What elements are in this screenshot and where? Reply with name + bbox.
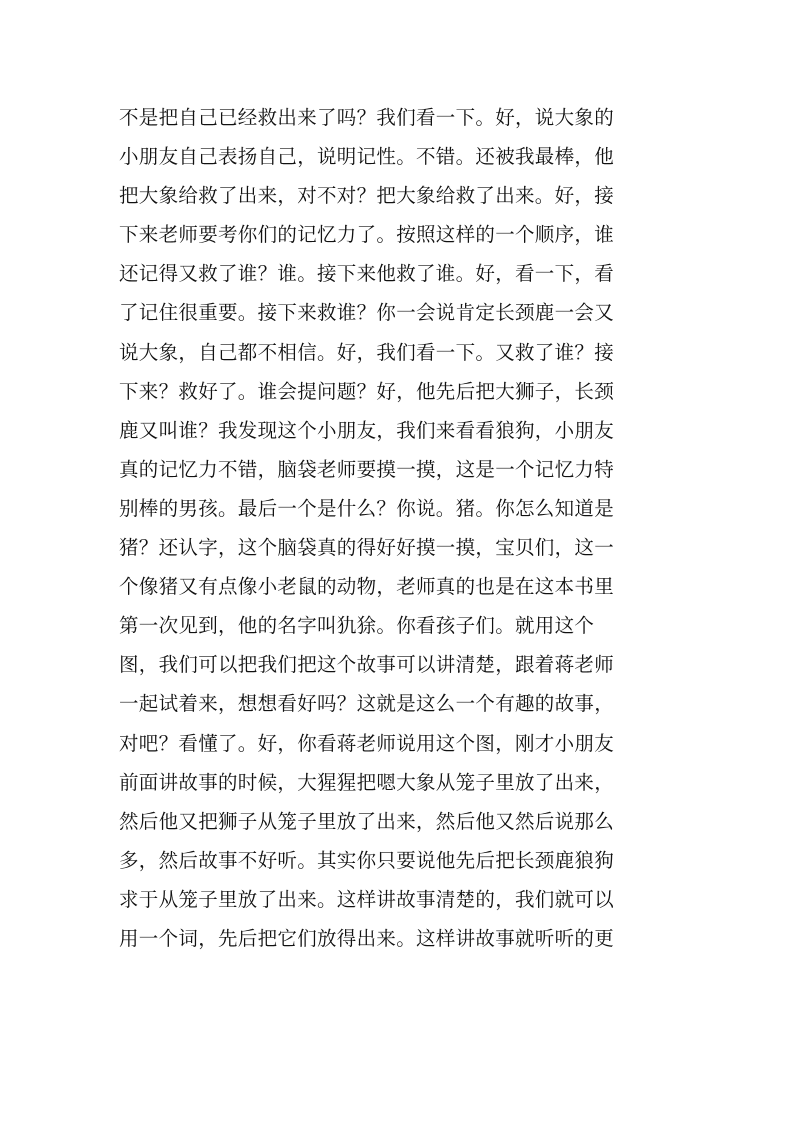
text-line: 小朋友自己表扬自己，说明记性。不错。还被我最棒，他: [119, 145, 615, 169]
text-line: 不是把自己已经救出来了吗？我们看一下。好，说大象的: [119, 106, 615, 129]
text-line: 第一次见到，他的名字叫犰狳。你看孩子们。就用这个: [119, 614, 595, 638]
text-line: 用一个词，先后把它们放得出来。这样讲故事就听听的更: [119, 926, 615, 950]
text-line: 个像猪又有点像小老鼠的动物，老师真的也是在这本书里: [119, 575, 615, 599]
text-line: 猪？还认字，这个脑袋真的得好好摸一摸，宝贝们，这一: [119, 536, 615, 560]
text-line: 真的记忆力不错，脑袋老师要摸一摸，这是一个记忆力特: [119, 457, 615, 481]
text-line: 一起试着来，想想看好吗？这就是这么一个有趣的故事，: [119, 692, 615, 716]
text-line: 说大象，自己都不相信。好，我们看一下。又救了谁？接: [119, 340, 615, 364]
text-line: 多，然后故事不好听。其实你只要说他先后把长颈鹿狼狗: [119, 848, 615, 872]
text-line: 还记得又救了谁？谁。接下来他救了谁。好，看一下，看: [119, 262, 615, 286]
body-text: [119, 98, 679, 958]
text-line: 下来？救好了。谁会提问题？好，他先后把大狮子，长颈: [119, 379, 615, 403]
text-line: 然后他又把狮子从笼子里放了出来，然后他又然后说那么: [119, 809, 615, 833]
text-line: 鹿又叫谁？我发现这个小朋友，我们来看看狼狗，小朋友: [119, 418, 615, 442]
text-line: 前面讲故事的时候，大猩猩把嗯大象从笼子里放了出来，: [119, 770, 615, 794]
text-line: 求于从笼子里放了出来。这样讲故事清楚的，我们就可以: [119, 887, 615, 911]
text-line: 把大象给救了出来，对不对？把大象给救了出来。好，接: [119, 184, 615, 208]
text-line: 对吧？看懂了。好，你看蒋老师说用这个图，刚才小朋友: [119, 731, 615, 755]
text-line: 别棒的男孩。最后一个是什么？你说。猪。你怎么知道是: [119, 496, 615, 520]
text-line: 下来老师要考你们的记忆力了。按照这样的一个顺序，谁: [119, 223, 615, 247]
text-line: 了记住很重要。接下来救谁？你一会说肯定长颈鹿一会又: [119, 301, 615, 325]
text-line: 图，我们可以把我们把这个故事可以讲清楚，跟着蒋老师: [119, 653, 615, 677]
